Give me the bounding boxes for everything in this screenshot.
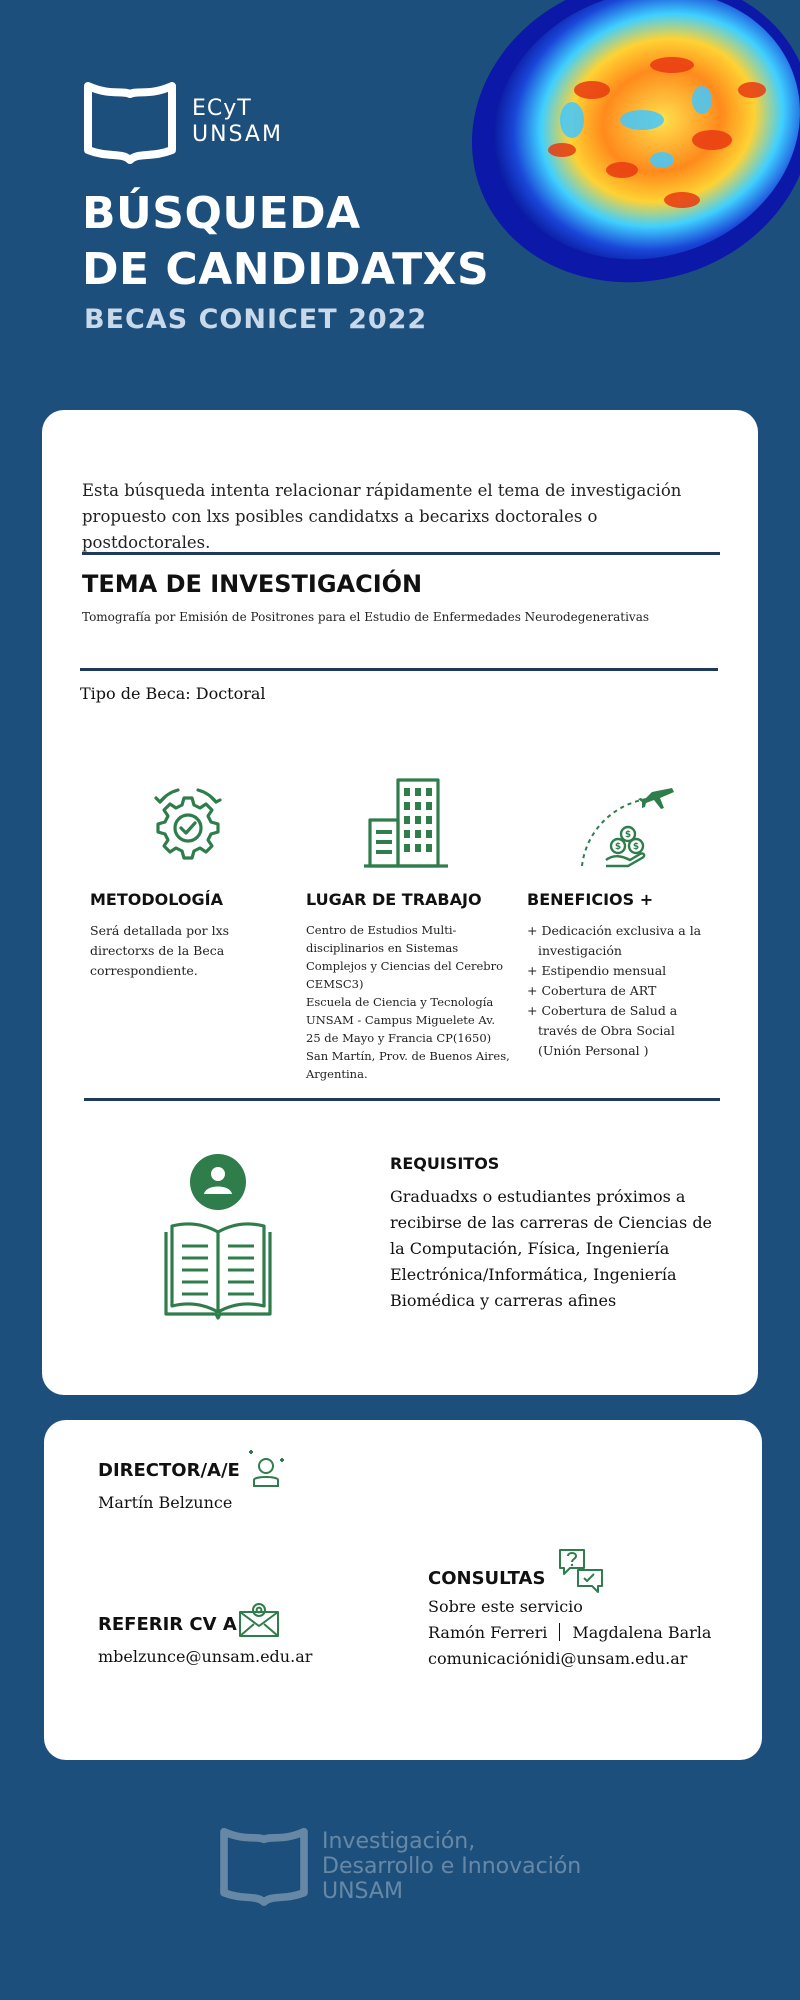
mail-icon (238, 1602, 280, 1638)
person-badge-icon (248, 1448, 288, 1490)
beneficios-heading: BENEFICIOS + (527, 890, 654, 909)
beneficio-item: + Cobertura de Salud a través de Obra Social (Unión Personal ) (527, 1003, 678, 1058)
main-card (42, 410, 758, 1395)
referir-heading: REFERIR CV A (98, 1614, 237, 1635)
brain-scan-image (452, 0, 800, 300)
ecyt-logo (82, 80, 283, 164)
tema-text: Tomografía por Emisión de Positrones para el Estudio de Enfermedades Neurodegenerativas (82, 610, 649, 624)
director-name: Martín Belzunce (98, 1493, 233, 1512)
title-line-2: DE CANDIDATXS (82, 244, 490, 295)
requisitos-heading: REQUISITOS (390, 1154, 500, 1173)
beneficio-item: + Cobertura de ART (527, 983, 657, 998)
lugar-heading: LUGAR DE TRABAJO (306, 890, 482, 909)
beneficio-item: + Estipendio mensual (527, 963, 667, 978)
building-icon (360, 774, 456, 870)
name-separator (559, 1623, 560, 1641)
svg-text:$: $ (624, 830, 632, 840)
consultas-email: comunicaciónidi@unsam.edu.ar (428, 1649, 688, 1668)
divider (84, 1098, 720, 1101)
title-line-1: BÚSQUEDA (82, 188, 361, 239)
lugar-text: Centro de Estudios Multi-disciplinarios en Sistemas Complejos y Ciencias del Cerebro CEMSC3) Escuela de Ciencia y Tecnología UNSAM - Campus Miguelete Av. 25 de Mayo y Francia CP(1650) San Martín, Prov. de Buenos Aires, Argentina. (306, 923, 510, 1081)
person-book-icon (160, 1154, 276, 1320)
beneficio-item: + Dedicación exclusiva a la investigación (527, 923, 702, 958)
header (0, 0, 800, 380)
svg-text:$: $ (632, 842, 640, 852)
consultas-name-1: Ramón Ferreri (428, 1623, 548, 1642)
chat-question-icon (558, 1548, 604, 1594)
gear-check-icon (146, 784, 230, 868)
lugar-section (306, 890, 512, 1083)
beneficios-section (527, 890, 717, 1061)
metodologia-text: Será detallada por lxs directorxs de la Beca correspondiente. (90, 923, 230, 978)
logo-line-2: UNSAM (192, 122, 283, 147)
open-book-logo-icon (218, 1826, 310, 1906)
consultas-line1: Sobre este servicio (428, 1597, 583, 1616)
director-heading: DIRECTOR/A/E (98, 1460, 240, 1481)
metodologia-heading: METODOLOGÍA (90, 890, 223, 909)
svg-text:$: $ (614, 842, 622, 852)
metodologia-section (90, 890, 260, 981)
footer-logo (218, 1826, 581, 1906)
plane-money-icon (576, 780, 676, 870)
divider (80, 668, 718, 671)
consultas-name-2: Magdalena Barla (572, 1623, 712, 1642)
page-title (82, 186, 489, 298)
referir-email: mbelzunce@unsam.edu.ar (98, 1647, 313, 1666)
divider (82, 552, 720, 555)
tema-heading: TEMA DE INVESTIGACIÓN (82, 570, 423, 598)
intro-text: Esta búsqueda intenta relacionar rápidamente el tema de investigación propuesto con lxs posibles candidatxs a becarixs doctorales o postdoctorales. (82, 481, 682, 552)
footer-line-3: UNSAM (322, 1878, 403, 1904)
consultas-heading: CONSULTAS (428, 1568, 546, 1589)
page-subtitle: BECAS CONICET 2022 (84, 304, 428, 335)
footer-line-2: Desarrollo e Innovación (322, 1853, 582, 1879)
footer-line-1: Investigación, (322, 1828, 476, 1854)
open-book-logo-icon (82, 80, 178, 164)
contact-card (44, 1420, 762, 1760)
beneficios-list (527, 921, 717, 1061)
logo-line-1: ECyT (192, 96, 252, 121)
requisitos-text: Graduadxs o estudiantes próximos a recibirse de las carreras de Ciencias de la Computación, Física, Ingeniería Electrónica/Informática, Ingeniería Biomédica y carreras afines (390, 1187, 713, 1310)
tipo-beca: Tipo de Beca: Doctoral (80, 684, 266, 703)
consultas-names (428, 1620, 711, 1646)
